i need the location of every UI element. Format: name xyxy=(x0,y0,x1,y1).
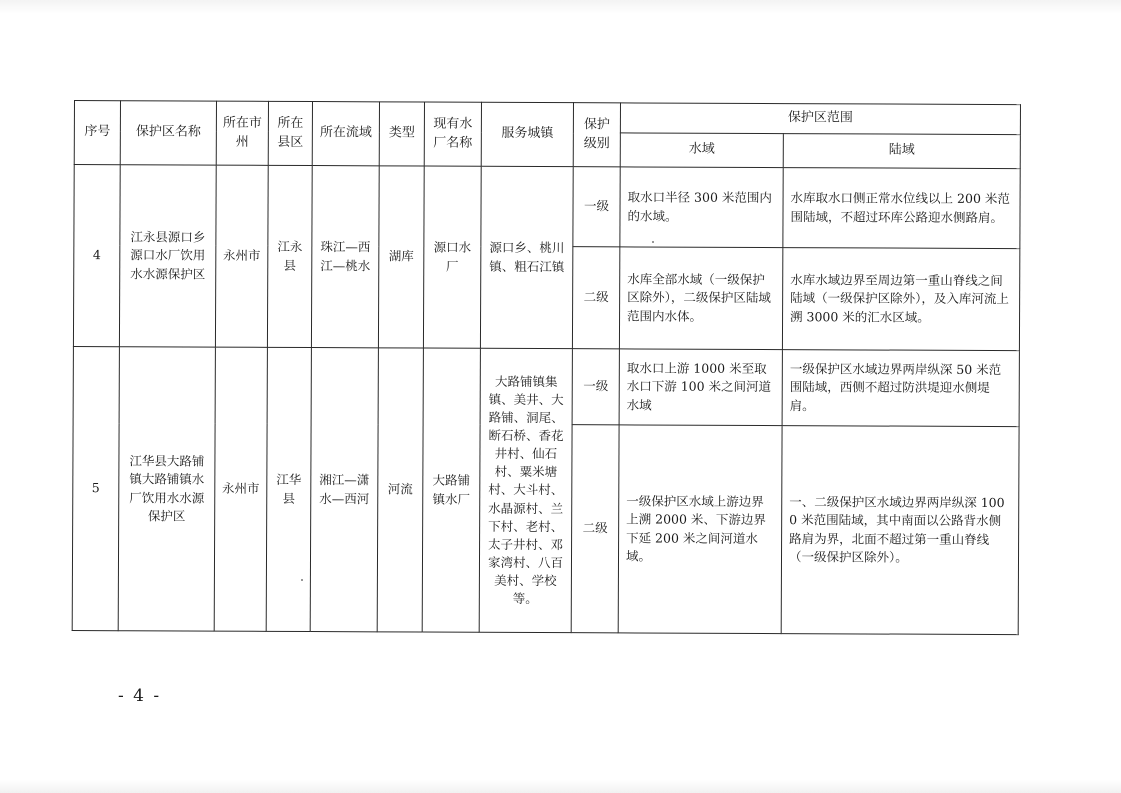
row-county: 江华县 xyxy=(266,347,311,631)
row-level: 一级 xyxy=(572,349,619,425)
row-city: 永州市 xyxy=(214,347,267,631)
protection-zone-table-container xyxy=(72,100,1020,635)
row-type: 湖库 xyxy=(378,166,424,348)
row-plant: 大路铺镇水厂 xyxy=(422,348,480,632)
header-city: 所在市州 xyxy=(216,101,268,165)
page-number: - 4 - xyxy=(118,686,162,706)
row-land: 一、二级保护区水域边界两岸纵深 1000 米范围陆域，其中南面以公路背水侧路肩为界，北面不超过第一重山脊线（一级保护区除外）。 xyxy=(781,426,1019,635)
row-towns: 大路铺镇集镇、美井、大路铺、洞尾、断石桥、香花井村、仙石村、粟米塘村、大斗村、水晶源村、兰下村、老村、太子井村、邓家湾村、八百美村、学校等。 xyxy=(479,348,572,632)
protection-zone-table xyxy=(72,100,1021,635)
header-land: 陆域 xyxy=(783,134,1020,169)
row-name: 江华县大路铺镇大路铺镇水厂饮用水水源保护区 xyxy=(118,347,215,631)
header-county: 所在县区 xyxy=(268,101,312,165)
row-land: 水库取水口侧正常水位线以上 200 米范围陆域，不超过环库公路迎水侧路肩。 xyxy=(783,168,1020,249)
row-seq: 4 xyxy=(73,165,120,347)
table-row xyxy=(73,346,1019,426)
row-water: 取水口半径 300 米范围内的水域。 xyxy=(620,167,783,248)
row-basin: 湘江—潇水—西河 xyxy=(310,348,378,632)
header-type: 类型 xyxy=(379,102,424,166)
header-plant: 现有水厂名称 xyxy=(424,102,481,166)
row-seq: 5 xyxy=(72,346,119,630)
row-water: 一级保护区水域上游边界上溯 2000 米、下游边界下延 200 米之间河道水域。 xyxy=(618,425,782,634)
row-basin: 珠江—西江—桃水 xyxy=(311,166,379,348)
header-seq: 序号 xyxy=(74,101,120,165)
row-water: 水库全部水域（一级保护区除外），二级保护区陆域范围内水体。 xyxy=(619,247,782,350)
header-name: 保护区名称 xyxy=(120,101,216,165)
header-row-1 xyxy=(74,101,1020,135)
row-level: 二级 xyxy=(571,425,619,633)
row-towns: 源口乡、桃川镇、粗石江镇 xyxy=(480,166,573,348)
table-row xyxy=(74,165,1020,249)
row-land: 一级保护区水域边界两岸纵深 50 米范围陆域，西侧不超过防洪堤迎水侧堤肩。 xyxy=(782,350,1019,427)
row-water: 取水口上游 1000 米至取水口下游 100 米之间河道水域 xyxy=(619,349,782,426)
header-level: 保护级别 xyxy=(573,103,620,167)
header-basin: 所在流域 xyxy=(312,102,379,166)
row-name: 江永县源口乡源口水厂饮用水水源保护区 xyxy=(119,165,216,347)
header-range: 保护区范围 xyxy=(620,103,1020,135)
row-county: 江永县 xyxy=(267,165,312,347)
row-city: 永州市 xyxy=(215,165,268,347)
row-level: 一级 xyxy=(573,167,620,247)
row-type: 河流 xyxy=(377,348,423,632)
header-water: 水域 xyxy=(620,133,783,168)
row-level: 二级 xyxy=(572,247,619,349)
scan-speck xyxy=(652,241,654,243)
header-towns: 服务城镇 xyxy=(481,102,573,166)
row-land: 水库水域边界至周边第一重山脊线之间陆域（一级保护区除外），及入库河流上溯 3000 米的汇水区域。 xyxy=(782,248,1019,351)
scan-speck xyxy=(301,579,303,581)
row-plant: 源口水厂 xyxy=(423,166,481,348)
